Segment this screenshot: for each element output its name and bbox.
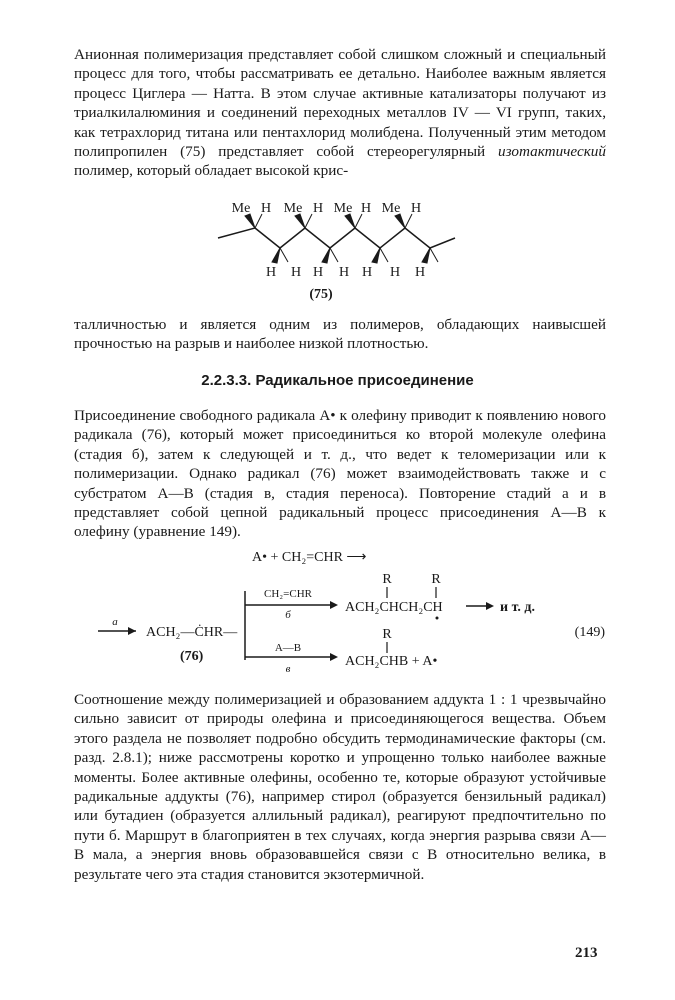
step-label-a: а: [112, 616, 118, 628]
wedge-down: [372, 248, 380, 263]
branch-b-R1: R: [382, 572, 392, 587]
bond-up: [355, 214, 362, 228]
atom-label: H: [414, 265, 426, 280]
start-arrow: [98, 616, 136, 635]
paragraph-anionic-polymerization: Анионная полимеризация представляет собой слишком сложный и специальный процесс для того, чтобы рассматривать ее детально. Наиболее важным является процесс Циглера — Натта. В этом случае активные катализаторы получают из триалкилалюминия и соединений переходных металлов IV — VI групп, таких, как тетрахлорид титана или пентахлорид молибдена. Полученный этим методом полипропилен (75) представляет собой стереорегулярный изотактический полимер, который обладает высокой крис-: [74, 46, 606, 180]
atom-label: Me: [381, 201, 401, 216]
bond-down: [430, 248, 438, 262]
atom-label: H: [410, 201, 422, 216]
bond-down: [280, 248, 288, 262]
arrow-b: [330, 601, 338, 609]
equation-149: [0, 545, 675, 680]
atom-label: Me: [283, 201, 303, 216]
arrow-continue: [466, 602, 494, 610]
equation-number: (149): [574, 625, 605, 640]
wedge-up: [345, 214, 355, 228]
radical-dot: [436, 617, 439, 620]
radical-76: ACH₂—ĊHR—: [146, 625, 238, 640]
section-heading: 2.2.3.3. Радикальное присоединение: [201, 372, 474, 389]
atom-label: H: [312, 201, 324, 216]
bond-up: [255, 214, 262, 228]
top-substituent-labels: [232, 201, 421, 216]
step-label-v: в: [285, 663, 291, 675]
paragraph-ratio: Соотношение между полимеризацией и образованием аддукта 1 : 1 чрезвычайно сильно зависит от природы олефина и присоединяющегося вещества. Объем этого раздела не позволяет подробно обсудить термодинамические факторы (см. разд. 2.8.1); ниже рассмотрены коротко и упрощенно только наиболее важные моменты. Более активные олефины, особенно те, которые образуют устойчивые радикальные аддукты (76), например стирол (образуется бензильный радикал) или бутадиен (образуется аллильный радикал), реагируют предпочтительно по пути б. Маршрут в благоприятен в тех случаях, когда энергия разрыва связи A—B мала, а энергия вновь образовавшейся связи с B относительно велика, в результате чего эта стадия становится экзотермичной.: [74, 691, 606, 883]
bond-up: [305, 214, 312, 228]
branch-v-product: ACH₂CHB + A•: [345, 654, 438, 669]
atom-label: H: [361, 265, 373, 280]
wedge-up: [295, 214, 305, 228]
atom-label: H: [265, 265, 277, 280]
paragraph-crystallinity: талличностью и является одним из полимеров, обладающих наивысшей прочностью на разрыв и наиболее низкой плотностью.: [74, 316, 606, 353]
wedge-down: [322, 248, 330, 263]
zigzag-backbone: [218, 228, 455, 248]
atom-label: Me: [231, 201, 251, 216]
atom-label: H: [389, 265, 401, 280]
page-number: 213: [575, 945, 598, 961]
atom-label: Me: [333, 201, 353, 216]
atom-label: H: [338, 265, 350, 280]
branch-b-product: ACH₂CHCH₂CH: [345, 600, 443, 615]
arrow-v: [330, 653, 338, 661]
atom-label: H: [312, 265, 324, 280]
continuation-text: и т. д.: [500, 600, 535, 615]
atom-label: H: [290, 265, 302, 280]
bond-down: [330, 248, 338, 262]
eq-line1: A• + CH₂=CHR ⟶: [252, 550, 367, 565]
branch-b-R2: R: [431, 572, 441, 587]
radical-number-76: (76): [180, 649, 204, 664]
atom-label: H: [360, 201, 372, 216]
bond-down: [380, 248, 388, 262]
reagent-v: A—B: [274, 642, 302, 654]
wedge-down: [422, 248, 430, 263]
compound-number-75: (75): [309, 287, 333, 302]
bond-up: [405, 214, 412, 228]
polypropylene-structure-75: [0, 200, 675, 310]
wedge-up: [395, 214, 405, 228]
atom-label: H: [260, 201, 272, 216]
wedge-up: [245, 214, 255, 228]
reagent-b: CH₂=CHR: [264, 588, 312, 600]
wedge-down: [272, 248, 280, 263]
branch-v-R: R: [382, 627, 392, 642]
paragraph-radical-addition: Присоединение свободного радикала A• к олефину приводит к появлению нового радикала (76), который может присоединиться ко второй молекуле олефина (стадия б), затем к следующей и т. д., что ведет к теломеризации или к полимеризации. Однако радикал (76) может взаимодействовать также и с субстратом A—B (стадия в, стадия переноса). Повторение стадий а и в представляет собой цепной радикальный процесс присоединения A—B к олефину (уравнение 149).: [74, 407, 606, 541]
polymer-chain: [218, 228, 455, 248]
step-label-b: б: [285, 609, 291, 621]
bottom-substituent-labels: [266, 265, 425, 280]
